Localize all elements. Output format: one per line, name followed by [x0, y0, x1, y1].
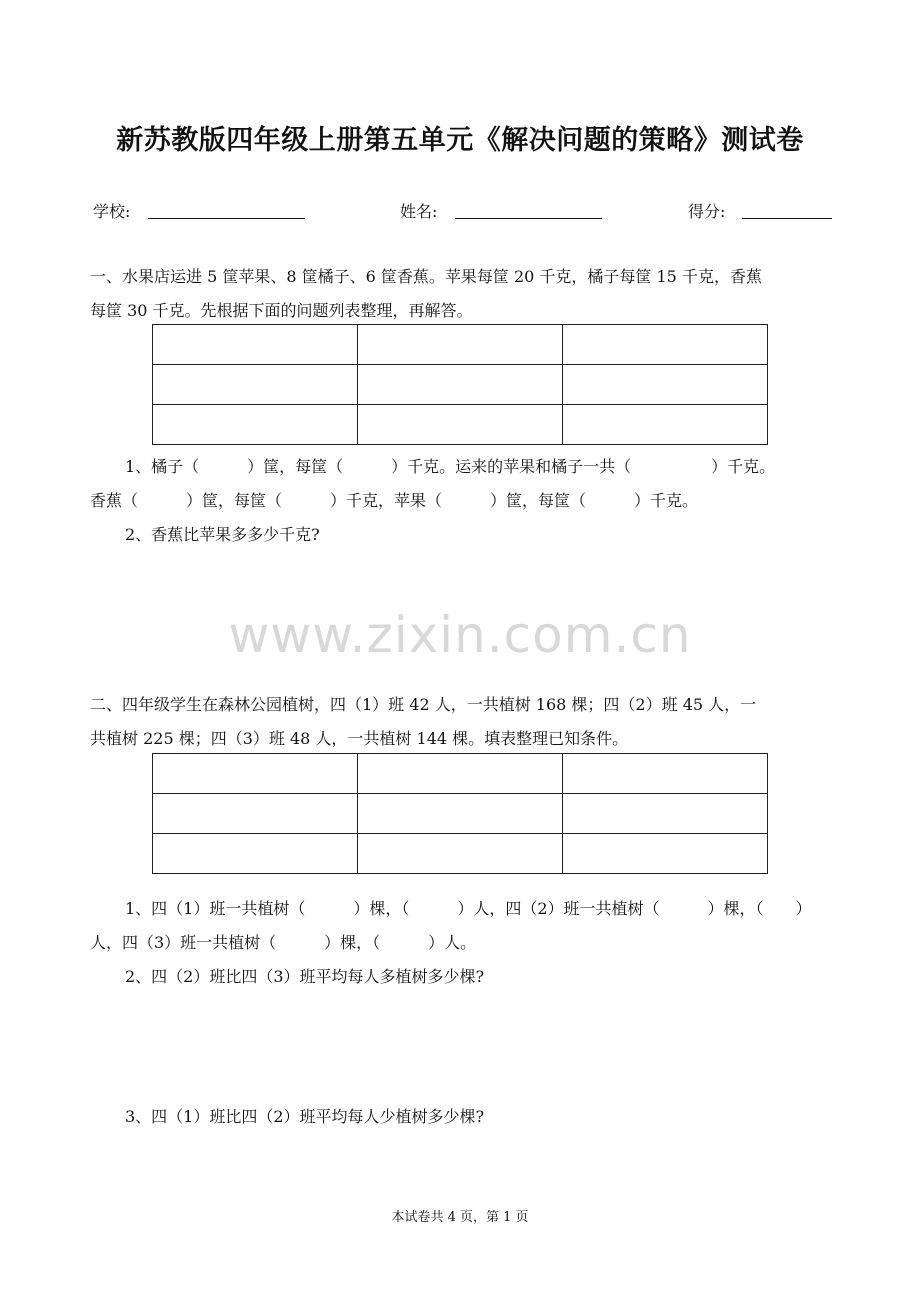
section1-q2: 2、香蕉比苹果多多少千克? — [125, 525, 320, 544]
table-cell[interactable] — [358, 834, 563, 874]
name-label: 姓名: — [400, 202, 438, 221]
section1-table — [152, 324, 768, 445]
section2-q1-line2: 人，四（3）班一共植树（ ）棵，（ ）人。 — [90, 933, 477, 952]
score-label: 得分: — [688, 202, 726, 221]
page-title: 新苏教版四年级上册第五单元《解决问题的策略》测试卷 — [116, 125, 804, 156]
table-cell[interactable] — [358, 405, 563, 445]
section2-q2: 2、四（2）班比四（3）班平均每人多植树多少棵? — [125, 967, 485, 986]
table-cell[interactable] — [563, 365, 768, 405]
table-cell[interactable] — [358, 365, 563, 405]
section2-q3: 3、四（1）班比四（2）班平均每人少植树多少棵? — [125, 1107, 485, 1126]
section1-q1-line1: 1、橘子（ ）筐，每筐（ ）千克。运来的苹果和橘子一共（ ）千克。 — [125, 457, 776, 476]
section2-table — [152, 753, 768, 874]
table-cell[interactable] — [563, 405, 768, 445]
table-cell[interactable] — [153, 365, 358, 405]
name-blank[interactable] — [455, 218, 602, 219]
table-cell[interactable] — [563, 794, 768, 834]
score-blank[interactable] — [742, 218, 832, 219]
table-cell[interactable] — [153, 834, 358, 874]
section1-line1: 一、水果店运进 5 筐苹果、8 筐橘子、6 筐香蕉。苹果每筐 20 千克，橘子每筐 15 千克，香蕉 — [90, 267, 762, 286]
school-blank[interactable] — [148, 218, 305, 219]
section1-line2: 每筐 30 千克。先根据下面的问题列表整理，再解答。 — [90, 301, 473, 320]
section2-line1: 二、四年级学生在森林公园植树，四（1）班 42 人，一共植树 168 棵；四（2）班 45 人，一 — [90, 695, 757, 714]
watermark: www.zixin.com.cn — [228, 606, 692, 664]
table-cell[interactable] — [153, 325, 358, 365]
table-cell[interactable] — [563, 754, 768, 794]
table-cell[interactable] — [563, 834, 768, 874]
section1-q1-line2: 香蕉（ ）筐，每筐（ ）千克，苹果（ ）筐，每筐（ ）千克。 — [90, 491, 699, 510]
section2-q1-line1: 1、四（1）班一共植树（ ）棵，（ ）人，四（2）班一共植树（ ）棵，（ ） — [125, 899, 812, 918]
section2-line2: 共植树 225 棵；四（3）班 48 人，一共植树 144 棵。填表整理已知条件。 — [90, 729, 629, 748]
school-label: 学校: — [93, 202, 131, 221]
table-cell[interactable] — [153, 405, 358, 445]
table-cell[interactable] — [563, 325, 768, 365]
table-cell[interactable] — [358, 754, 563, 794]
page-footer: 本试卷共 4 页，第 1 页 — [391, 1210, 529, 1225]
table-cell[interactable] — [153, 794, 358, 834]
table-cell[interactable] — [153, 754, 358, 794]
table-cell[interactable] — [358, 794, 563, 834]
table-cell[interactable] — [358, 325, 563, 365]
